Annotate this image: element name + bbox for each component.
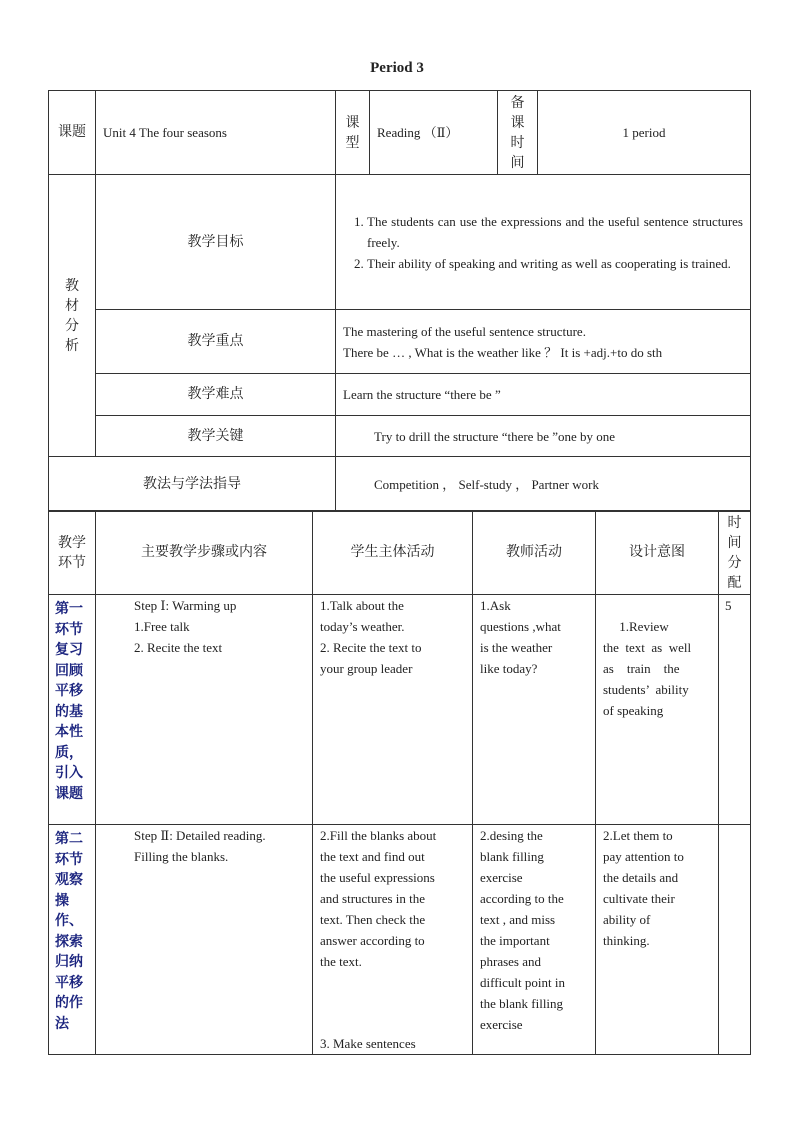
type-label: 课型 bbox=[336, 91, 370, 175]
time-label: 备课时间 bbox=[498, 91, 538, 175]
lesson-info-table bbox=[48, 90, 751, 512]
student-cell: 2.Fill the blanks about the text and find out the useful expressions and structures in the text. Then check the answer according to the text. 3. Make sentences bbox=[313, 825, 473, 1055]
goal-item: 1. The students can use the expressions and the useful sentence structures freely. bbox=[367, 211, 743, 253]
time-value: 1 period bbox=[538, 91, 751, 175]
teaching-process-table bbox=[48, 510, 751, 1055]
type-value: Reading （Ⅱ） bbox=[370, 91, 498, 175]
time-cell: 5 bbox=[719, 595, 751, 825]
col-time: 时间分配 bbox=[719, 511, 751, 595]
goal-item: 2. Their ability of speaking and writing as well as cooperating is trained. bbox=[367, 253, 743, 274]
goal-content bbox=[336, 175, 751, 310]
analysis-label: 教材分析 bbox=[49, 175, 96, 457]
difficulty-content: Learn the structure “there be ” bbox=[336, 374, 751, 416]
table-row bbox=[49, 595, 751, 825]
lesson-label: 课题 bbox=[49, 91, 96, 175]
crux-label: 教学关键 bbox=[96, 416, 336, 457]
col-intent: 设计意图 bbox=[596, 511, 719, 595]
key-content bbox=[336, 310, 751, 374]
col-steps: 主要教学步骤或内容 bbox=[96, 511, 313, 595]
teacher-cell: 2.desing the blank filling exercise according to the text , and miss the important phrases and difficult point in the blank filling exercise bbox=[473, 825, 596, 1055]
method-content: Competition ， Self-study ， Partner work bbox=[336, 457, 751, 512]
key-label: 教学重点 bbox=[96, 310, 336, 374]
student-extra: 3. Make sentences bbox=[320, 1036, 416, 1051]
goal-label: 教学目标 bbox=[96, 175, 336, 310]
steps-cell: Step Ⅱ: Detailed reading. Filling the blanks. bbox=[96, 825, 313, 1055]
time-cell bbox=[719, 825, 751, 1055]
col-stage: 教学环节 bbox=[49, 511, 96, 595]
lesson-value: Unit 4 The four seasons bbox=[96, 91, 336, 175]
steps-cell: Step Ⅰ: Warming up 1.Free talk 2. Recite the text bbox=[96, 595, 313, 825]
student-cell: 1.Talk about the today’s weather. 2. Recite the text to your group leader bbox=[313, 595, 473, 825]
stage-cell: 第一环节复习回顾平移的基本性质，引入课题 bbox=[49, 595, 96, 825]
stage-cell: 第二环节观察操作、探索归纳平移的作法 bbox=[49, 825, 96, 1055]
crux-content: Try to drill the structure “there be ”one by one bbox=[336, 416, 751, 457]
intent-cell: 2.Let them to pay attention to the details and cultivate their ability of thinking. bbox=[596, 825, 719, 1055]
key-line: The mastering of the useful sentence structure. bbox=[343, 323, 586, 339]
difficulty-label: 教学难点 bbox=[96, 374, 336, 416]
table-row bbox=[49, 825, 751, 1055]
teacher-cell: 1.Ask questions ,what is the weather like today? bbox=[473, 595, 596, 825]
col-student: 学生主体活动 bbox=[313, 511, 473, 595]
col-teacher: 教师活动 bbox=[473, 511, 596, 595]
key-line: There be … , What is the weather like ？ It is +adj.+to do sth bbox=[343, 344, 663, 360]
intent-cell: 1.Review the text as well as train the students’ ability of speaking bbox=[596, 595, 719, 825]
method-label: 教法与学法指导 bbox=[49, 457, 336, 512]
page-title: Period 3 bbox=[370, 60, 424, 76]
